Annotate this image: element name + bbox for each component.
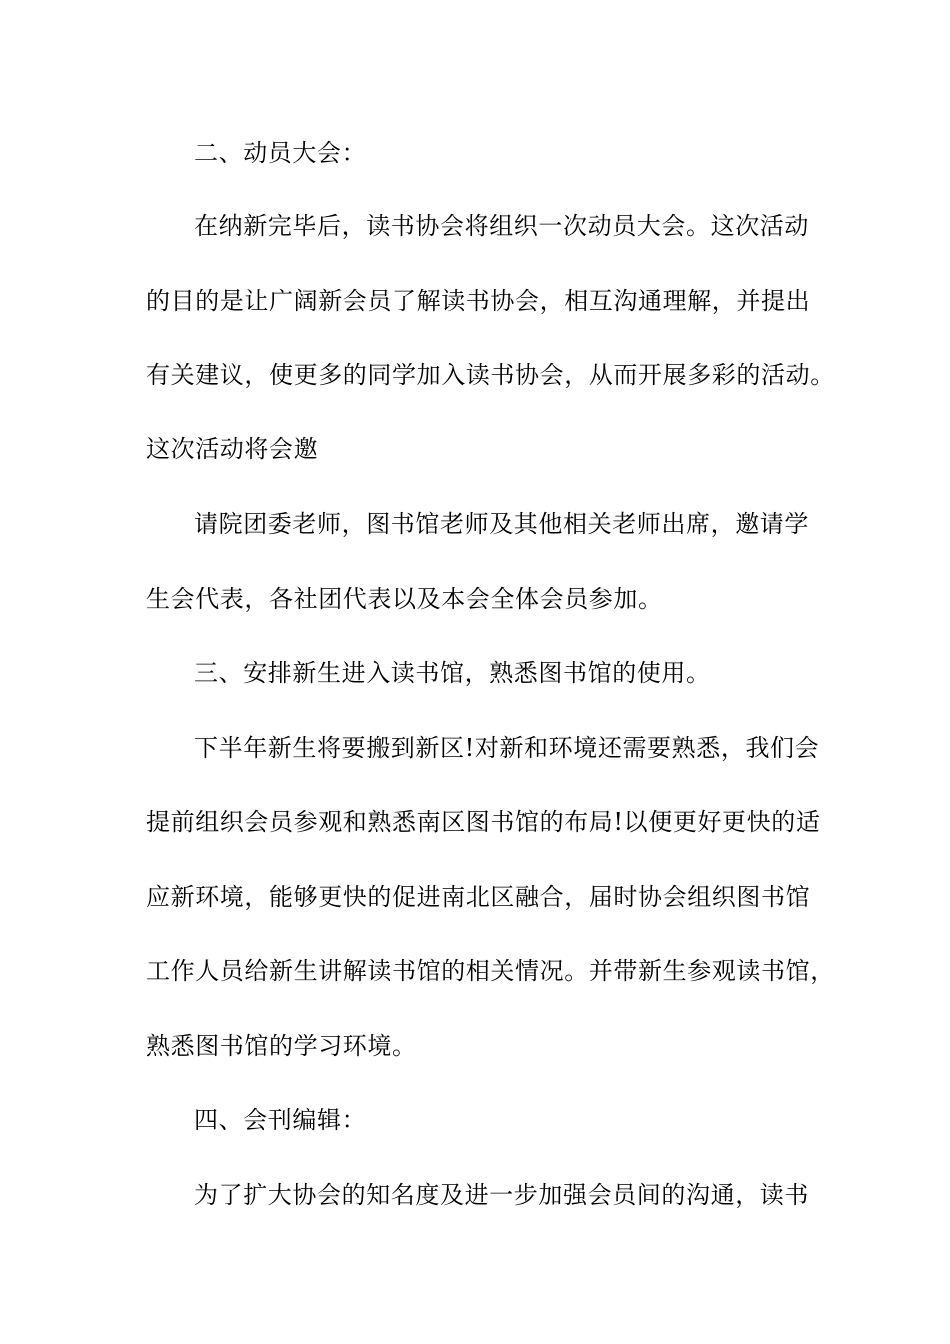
- paragraph-line: 请院团委老师，图书馆老师及其他相关老师出席，邀请学: [194, 510, 809, 538]
- paragraph-line: 工作人员给新生讲解读书馆的相关情况。并带新生参观读书馆，: [146, 957, 835, 985]
- paragraph-line: 下半年新生将要搬到新区!对新和环境还需要熟悉，我们会: [194, 734, 820, 762]
- section-heading-journal-editing: 四、会刊编辑：: [194, 1106, 367, 1134]
- paragraph-line: 有关建议，使更多的同学加入读书协会，从而开展多彩的活动。: [146, 361, 835, 389]
- paragraph-line: 这次活动将会邀: [146, 435, 319, 463]
- paragraph-line: 在纳新完毕后，读书协会将组织一次动员大会。这次活动: [194, 212, 809, 240]
- paragraph-line: 应新环境，能够更快的促进南北区融合，届时协会组织图书馆: [146, 883, 811, 911]
- section-heading-library-orientation: 三、安排新生进入读书馆，熟悉图书馆的使用。: [194, 659, 711, 687]
- paragraph-line: 熟悉图书馆的学习环境。: [146, 1032, 417, 1060]
- paragraph-line: 生会代表，各社团代表以及本会全体会员参加。: [146, 585, 663, 613]
- paragraph-line: 为了扩大协会的知名度及进一步加强会员间的沟通，读书: [194, 1181, 809, 1209]
- section-heading-mobilization-meeting: 二、动员大会：: [194, 139, 367, 167]
- paragraph-line: 的目的是让广阔新会员了解读书协会，相互沟通理解，并提出: [146, 287, 811, 315]
- paragraph-line: 提前组织会员参观和熟悉南区图书馆的布局!以便更好更快的适: [146, 808, 821, 836]
